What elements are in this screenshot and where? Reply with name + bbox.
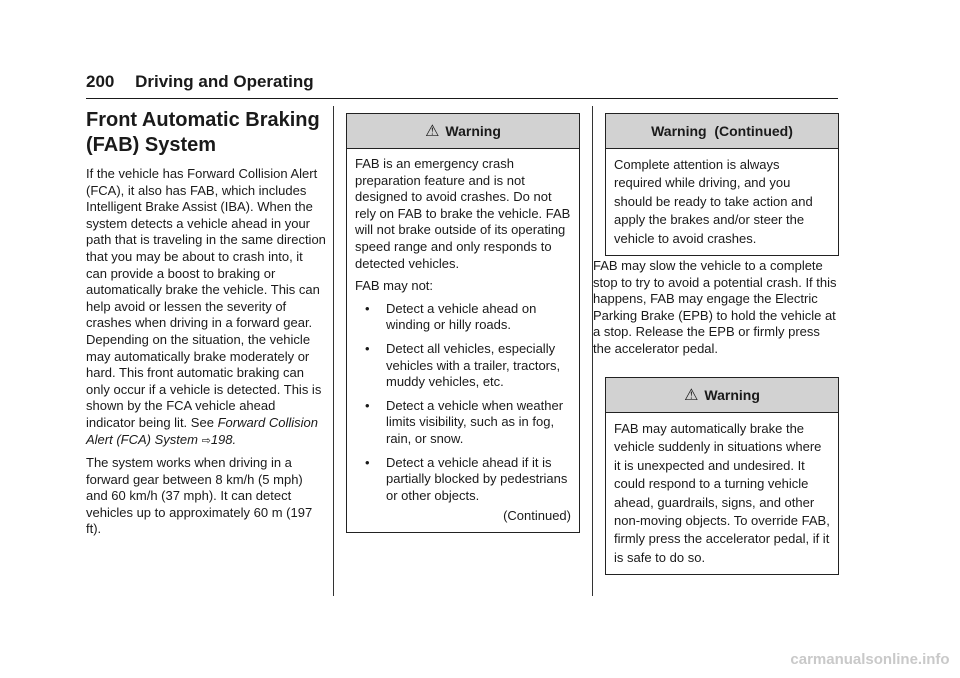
list-item: • Detect a vehicle ahead if it is partially blocked by pedestrians or other objects. bbox=[365, 454, 568, 503]
list-item: • Detect all vehicles, especially vehicles with a trailer, tractors, muddy vehicles, etc. bbox=[365, 340, 561, 390]
page-number: 200 bbox=[86, 72, 115, 91]
stop-behavior-column bbox=[593, 258, 838, 358]
bullet-icon: • bbox=[365, 340, 370, 356]
warning-title: Warning bbox=[445, 123, 501, 139]
page-title-line1: Front Automatic Braking bbox=[86, 109, 320, 131]
warning-body bbox=[347, 149, 579, 532]
page-title-line2: (FAB) System bbox=[86, 134, 217, 156]
warning-title-bar bbox=[606, 378, 838, 413]
warning-continued-title: Warning (Continued) bbox=[651, 123, 793, 139]
svg-text:carmanualsonline.info: carmanualsonline.info bbox=[790, 651, 950, 668]
warning-box-crash-preparation bbox=[346, 113, 580, 533]
stop-behavior-paragraph: FAB may slow the vehicle to a complete stop to try to avoid a potential crash. If this happens, FAB may engage the Electric Parking Brake (EPB) to hold the vehicle at a stop. Release the EPB or firmly press the accelerator pedal. bbox=[593, 258, 837, 356]
warning-text: FAB may automatically brake the vehicle suddenly in situations where it is unexpected and undesired. It could respond to a turning vehicle ahead, guardrails, signs, and other non-moving objects. To override FAB, firmly press the accelerator pedal, if it is safe to do so. bbox=[614, 421, 830, 565]
page-ref-arrow-icon: ⇨ bbox=[201, 434, 211, 447]
warning-continued-text: Complete attention is always required while driving, and you should be ready to take action and apply the brakes and/or steer the vehicle to avoid crashes. bbox=[614, 157, 813, 246]
bullet-icon: • bbox=[365, 454, 370, 470]
page-title bbox=[86, 108, 326, 158]
list-item: • Detect a vehicle when weather limits visibility, such as in fog, rain, or snow. bbox=[365, 397, 564, 446]
main-column bbox=[86, 108, 326, 544]
warning-text: FAB is an emergency crash preparation feature and is not designed to avoid crashes. Do not rely on FAB to brake the vehicle. FAB will not brake outside of its operating speed range and only responds to detected vehicles. bbox=[355, 156, 571, 271]
warning-title: Warning bbox=[704, 387, 760, 403]
warning-triangle-icon: ⚠ bbox=[425, 123, 440, 140]
page-header bbox=[86, 72, 314, 92]
list-item: • Detect a vehicle ahead on winding or hilly roads. bbox=[365, 300, 537, 333]
intro-text: If the vehicle has Forward Collision Alert (FCA), it also has FAB, which includes Intelligent Brake Assist (IBA). When the system detects a vehicle ahead in your path that is traveling in the same direction that you may be about to crash into, it can provide a boost to braking or automatically brake the vehicle. This can help avoid or lessen the severity of crashes when driving in a forward gear. Depending on the situation, the vehicle may automatically brake moderately or hard. This front automatic braking can only occur if a vehicle is detected. This is shown by the FCA vehicle ahead indicator being lit. bbox=[86, 166, 326, 430]
warning-body bbox=[606, 413, 838, 574]
cross-reference-page[interactable]: 198. bbox=[210, 431, 237, 447]
column-divider-left bbox=[333, 106, 334, 596]
continued-label: (Continued) bbox=[503, 508, 571, 524]
warning-triangle-icon: ⚠ bbox=[684, 387, 699, 404]
speed-range-paragraph: The system works when driving in a forward gear between 8 km/h (5 mph) and 60 km/h (37 mph). It can detect vehicles up to approximately 60 m (197 ft). bbox=[86, 455, 313, 537]
warning-continued-body bbox=[606, 149, 838, 255]
bullet-icon: • bbox=[365, 300, 370, 316]
warning-box-continued bbox=[605, 113, 839, 256]
cross-reference-link[interactable]: Forward Collision Alert (FCA) System bbox=[86, 414, 318, 447]
warning-continued-title-bar bbox=[606, 114, 838, 149]
section-title: Driving and Operating bbox=[135, 72, 314, 91]
warning-box-unexpected-braking bbox=[605, 377, 839, 575]
warning-title-bar bbox=[347, 114, 579, 149]
header-rule bbox=[86, 98, 838, 99]
intro-paragraph bbox=[86, 166, 326, 449]
bullet-icon: • bbox=[365, 397, 370, 413]
warning-bullet-list bbox=[355, 301, 571, 505]
warning-may-not-label: FAB may not: bbox=[355, 278, 434, 294]
watermark-logo bbox=[790, 646, 950, 670]
see-prefix: See bbox=[190, 414, 214, 430]
